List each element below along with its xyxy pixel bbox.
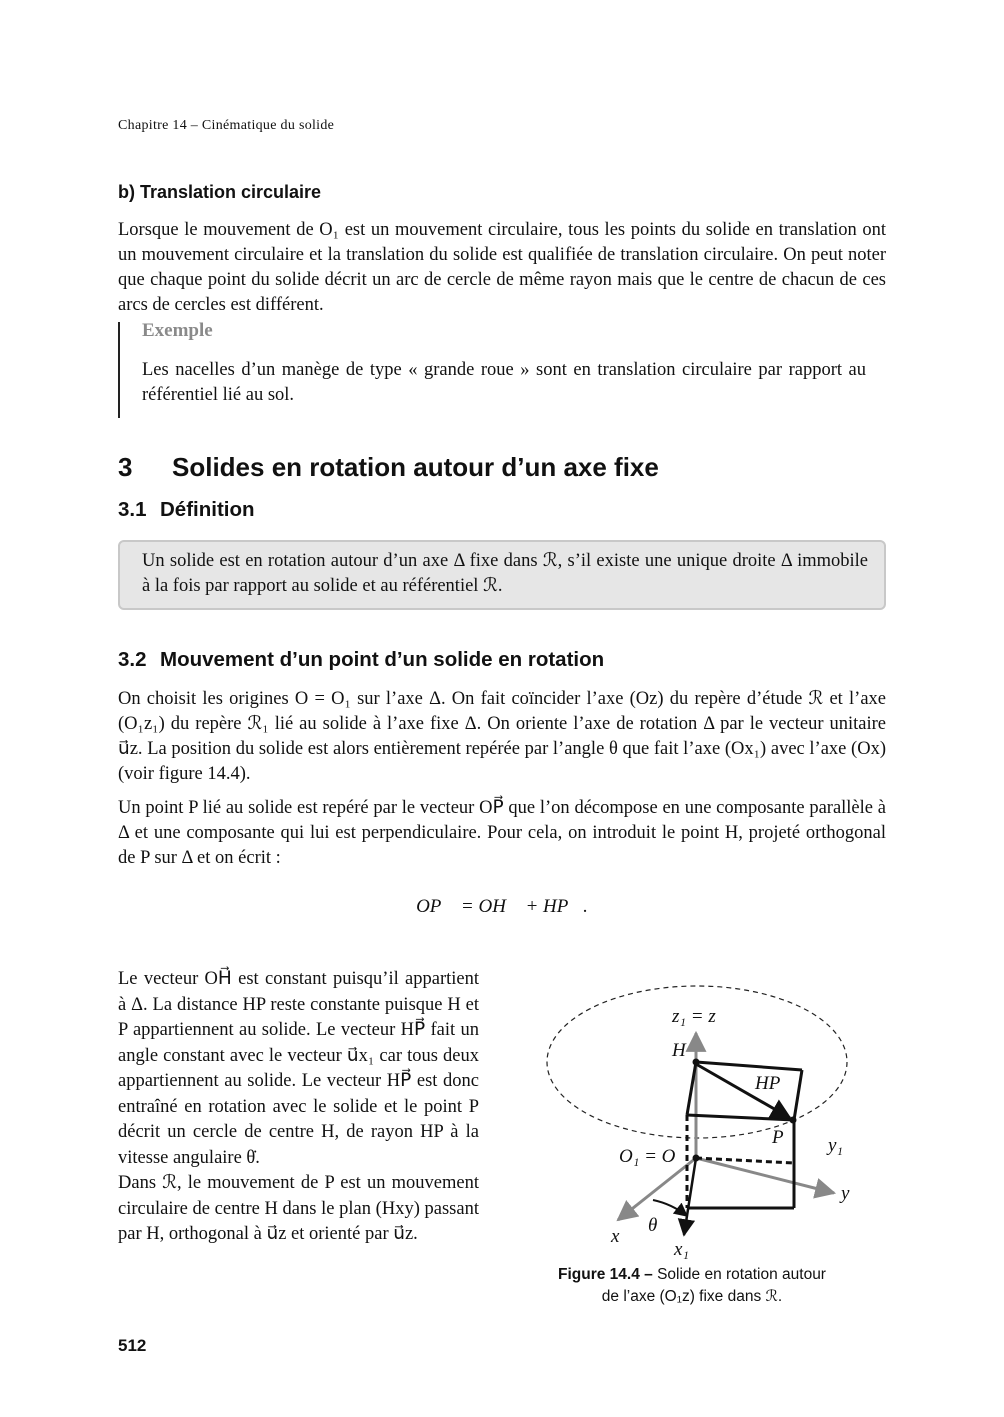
subsection-title: Mouvement d’un point d’un solide en rotation: [160, 648, 605, 671]
label-h: H: [672, 1040, 686, 1061]
subsection-heading: b) Translation circulaire: [118, 182, 322, 202]
label-x1: x₁: [674, 1239, 690, 1260]
running-head: Chapitre 14 – Cinématique du solide: [118, 118, 335, 133]
section-number: 3: [118, 452, 133, 482]
paragraph-constant: Le vecteur OH⃗ est constant puisqu’il appartient à Δ. La distance HP reste constante puisque H et P appartiennent au solide. Le vecteur HP⃗ fait un angle constant avec le vecteur u⃗x₁ car tous deux appartiennent au solide. Le vecteur HP⃗ est donc entraîné en rotation avec le solide et le point P décrit un cercle de centre H, de rayon HP à la vitesse angulaire θ̇.: [118, 969, 479, 1168]
example-text: Les nacelles d’un manège de type « grande roue » sont en translation circulaire par rapport au référentiel lié au sol.: [142, 360, 866, 405]
paragraph-origins: On choisit les origines O = O₁ sur l’axe Δ. On fait coïncider l’axe (Oz) du repère d’étude ℛ et l’axe (O₁z₁) du repère ℛ₁ lié au solide à l’axe fixe Δ. On oriente l’axe de rotation Δ par le vecteur unitaire u⃗z. La position du solide est alors entièrement repérée par l’angle θ que fait l’axe (Ox₁) avec l’axe (Ox) (voir figure 14.4).: [118, 689, 886, 784]
subsection-number: 3.2: [118, 648, 147, 671]
x-axis: [618, 1158, 696, 1220]
label-y1: y₁: [828, 1135, 844, 1156]
label-z: z₁ = z: [672, 1006, 716, 1027]
y-axis: [696, 1158, 834, 1193]
rotation-figure: [540, 985, 860, 1260]
label-hp: HP⃗: [755, 1073, 796, 1094]
subsection-title: Définition: [160, 498, 255, 521]
paragraph-point: Un point P lié au solide est repéré par le vecteur OP⃗ que l’on décompose en une composante parallèle à Δ et une composante qui lui est perpendiculaire. Pour cela, on introduit le point H, projeté orthogonal de P sur Δ et on écrit :: [118, 798, 886, 868]
page-number: 512: [118, 1336, 147, 1355]
section-heading: [118, 452, 659, 483]
caption-text: Solide en rotation autour de l’axe (O₁z) fixe dans ℛ.: [601, 1266, 826, 1305]
definition-text: Un solide est en rotation autour d’un axe Δ fixe dans ℛ, s’il existe une unique droite Δ immobile à la fois par rapport au solide et au référentiel ℛ.: [142, 551, 868, 596]
subsection-heading-motion: [118, 648, 604, 672]
caption-label: Figure 14.4 –: [558, 1266, 653, 1283]
figure-caption: [556, 1264, 828, 1308]
label-theta: θ: [648, 1215, 658, 1236]
point-h: [693, 1059, 700, 1066]
equation: OP⃗ = OH⃗ + HP⃗.: [416, 896, 588, 917]
paragraph-translation: Lorsque le mouvement de O₁ est un mouvement circulaire, tous les points du solide en translation ont un mouvement circulaire et la translation du solide est qualifiée de translation circulaire. On peut noter que chaque point du solide décrit un arc de cercle de même rayon mais que le centre de chacun de ces arcs de cercles est différent.: [118, 220, 886, 315]
label-y: y: [841, 1183, 850, 1204]
label-p: P: [772, 1127, 784, 1148]
section-title: Solides en rotation autour d’un axe fixe: [172, 452, 659, 482]
point-o: [693, 1155, 700, 1162]
theta-arc: [653, 1200, 687, 1216]
label-x: x: [611, 1226, 620, 1247]
paragraph-circular-motion: Dans ℛ, le mouvement de P est un mouvement circulaire de centre H dans le plan (Hxy) passant par H, orthogonal à u⃗z et orienté par u⃗z.: [118, 1173, 479, 1244]
subsection-heading-definition: [118, 498, 255, 522]
subsection-number: 3.1: [118, 498, 147, 521]
point-p: [790, 1117, 797, 1124]
example-title: Exemple: [142, 320, 213, 341]
label-o: O₁ = O: [619, 1146, 676, 1167]
left-column-text: [118, 967, 479, 1248]
